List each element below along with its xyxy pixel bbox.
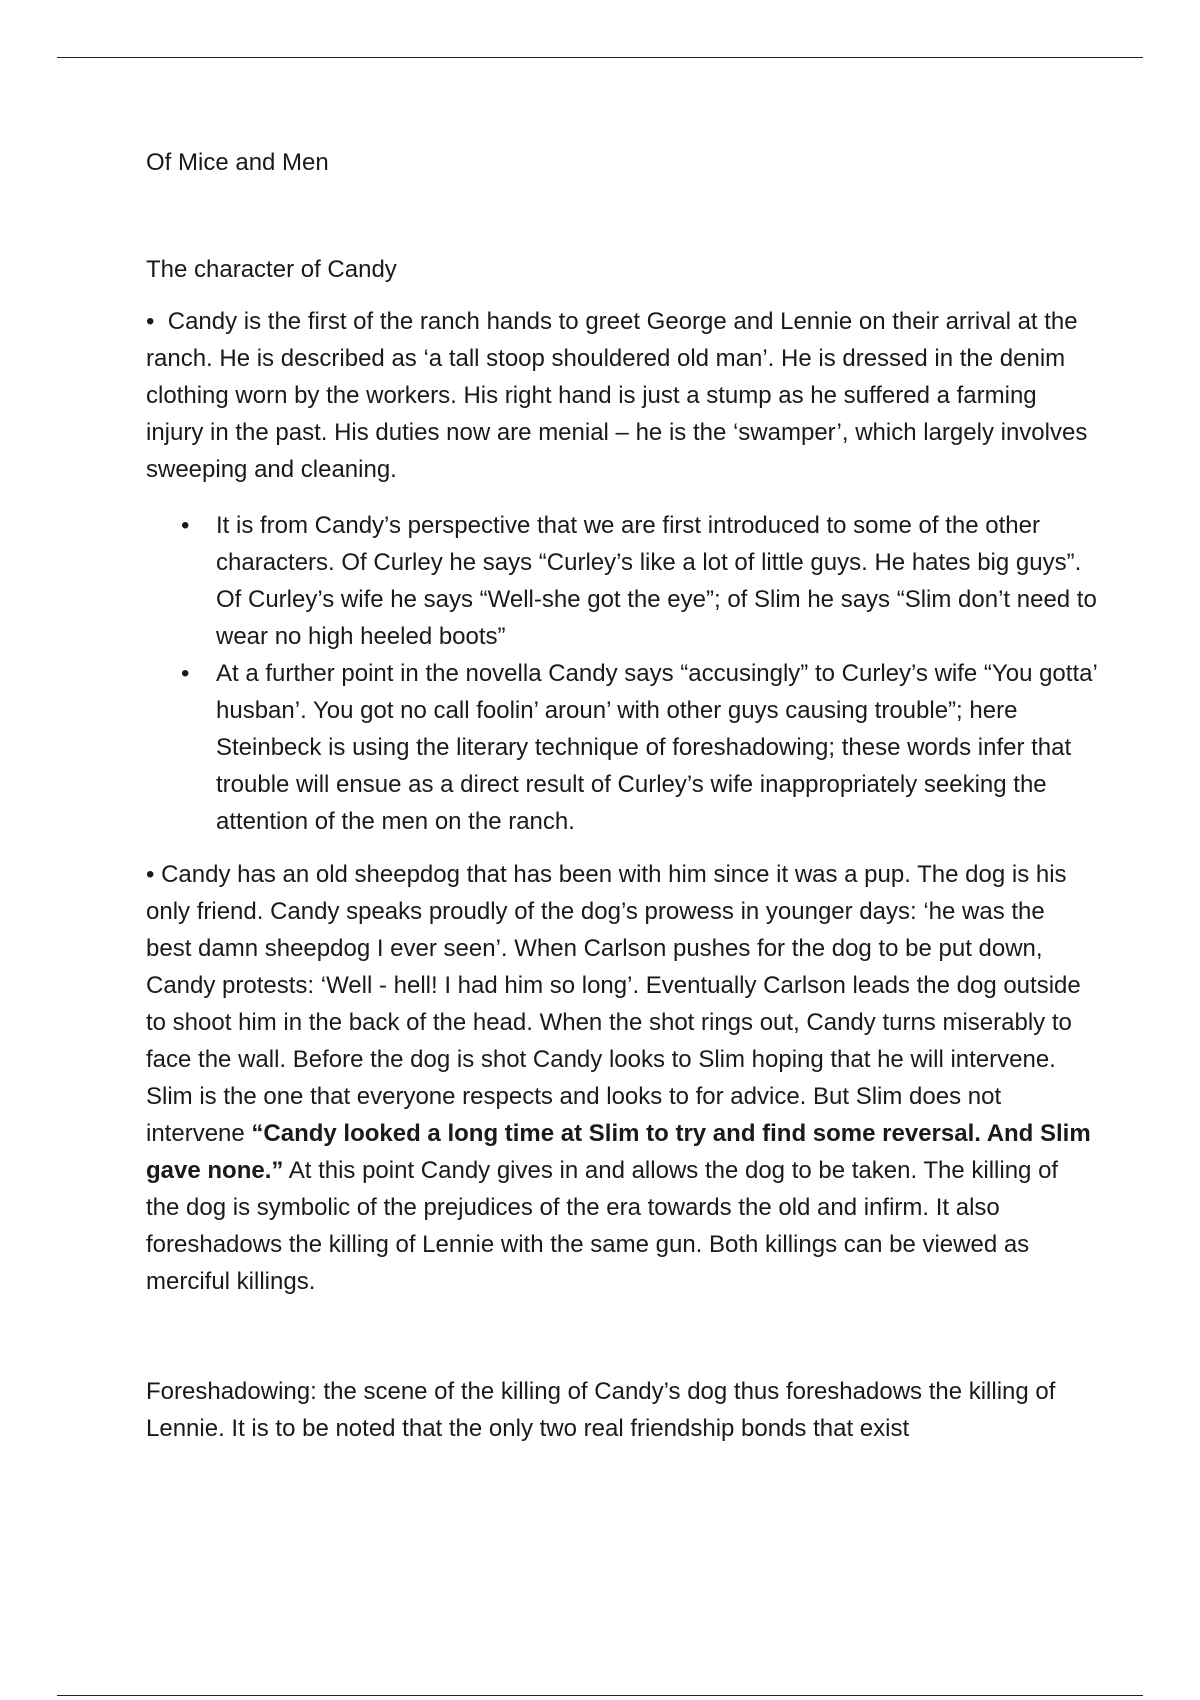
list-item: [181, 507, 1101, 655]
document-title: Of Mice and Men: [146, 149, 329, 176]
paragraph-foreshadowing: Foreshadowing: the scene of the killing of Candy’s dog thus foreshadows the killing of Lennie. It is to be noted that the only two real friendship bonds that exist: [146, 1378, 1056, 1442]
paragraph-text: At this point Candy gives in and allows the dog to be taken. The killing of the dog is symbolic of the prejudices of the era towards the old and infirm. It also foreshadows the killing of Lennie with the same gun. Both killings can be viewed as merciful killings.: [146, 1157, 1059, 1295]
sub-bullet-list: [181, 507, 1101, 840]
paragraph-text: Candy has an old sheepdog that has been with him since it was a pup. The dog is his only friend. Candy speaks proudly of the dog’s prowess in younger days: ‘he was the best damn sheepdog I ever seen’. When Carlson pushes for the dog to be put down, Candy protests: ‘Well - hell! I had him so long’. Eventually Carlson leads the dog outside to shoot him in the back of the head. When the shot rings out, Candy turns miserably to face the wall. Before the dog is shot Candy looks to Slim hoping that he will intervene. Slim is the one that everyone respects and looks to for advice. But Slim does not intervene: [146, 861, 1081, 1147]
bullet: •: [146, 861, 155, 888]
bullet: •: [146, 308, 155, 335]
bullet: •: [181, 660, 190, 687]
list-item-text: At a further point in the novella Candy says “accusingly” to Curley’s wife “You gotta’ husban’. You got no call foolin’ aroun’ with other guys causing trouble”; here Steinbeck is using the literary technique of foreshadowing; these words infer that trouble will ensue as a direct result of Curley’s wife inappropriately seeking the attention of the men on the ranch.: [216, 660, 1097, 835]
paragraph-text: Candy is the first of the ranch hands to greet George and Lennie on their arrival at the ranch. He is described as ‘a tall stoop shouldered old man’. He is dressed in the denim clothing worn by the workers. His right hand is just a stump as he suffered a farming injury in the past. His duties now are menial – he is the ‘swamper’, which largely involves sweeping and cleaning.: [146, 308, 1088, 483]
paragraph-sheepdog: [146, 856, 1096, 1300]
section-heading: The character of Candy: [146, 256, 397, 283]
header-rule: [57, 57, 1143, 58]
bullet: •: [181, 512, 190, 539]
footer-rule: [57, 1695, 1143, 1696]
list-item-text: It is from Candy’s perspective that we are first introduced to some of the other characters. Of Curley he says “Curley’s like a lot of little guys. He hates big guys”. Of Curley’s wife he says “Well-she got the eye”; of Slim he says “Slim don’t need to wear no high heeled boots”: [216, 512, 1097, 650]
list-item: [181, 655, 1101, 840]
paragraph-candy-intro: [146, 303, 1096, 488]
bold-quote: “Candy looked a long time at Slim to try and find some reversal. And Slim gave none.”: [146, 1120, 1091, 1184]
